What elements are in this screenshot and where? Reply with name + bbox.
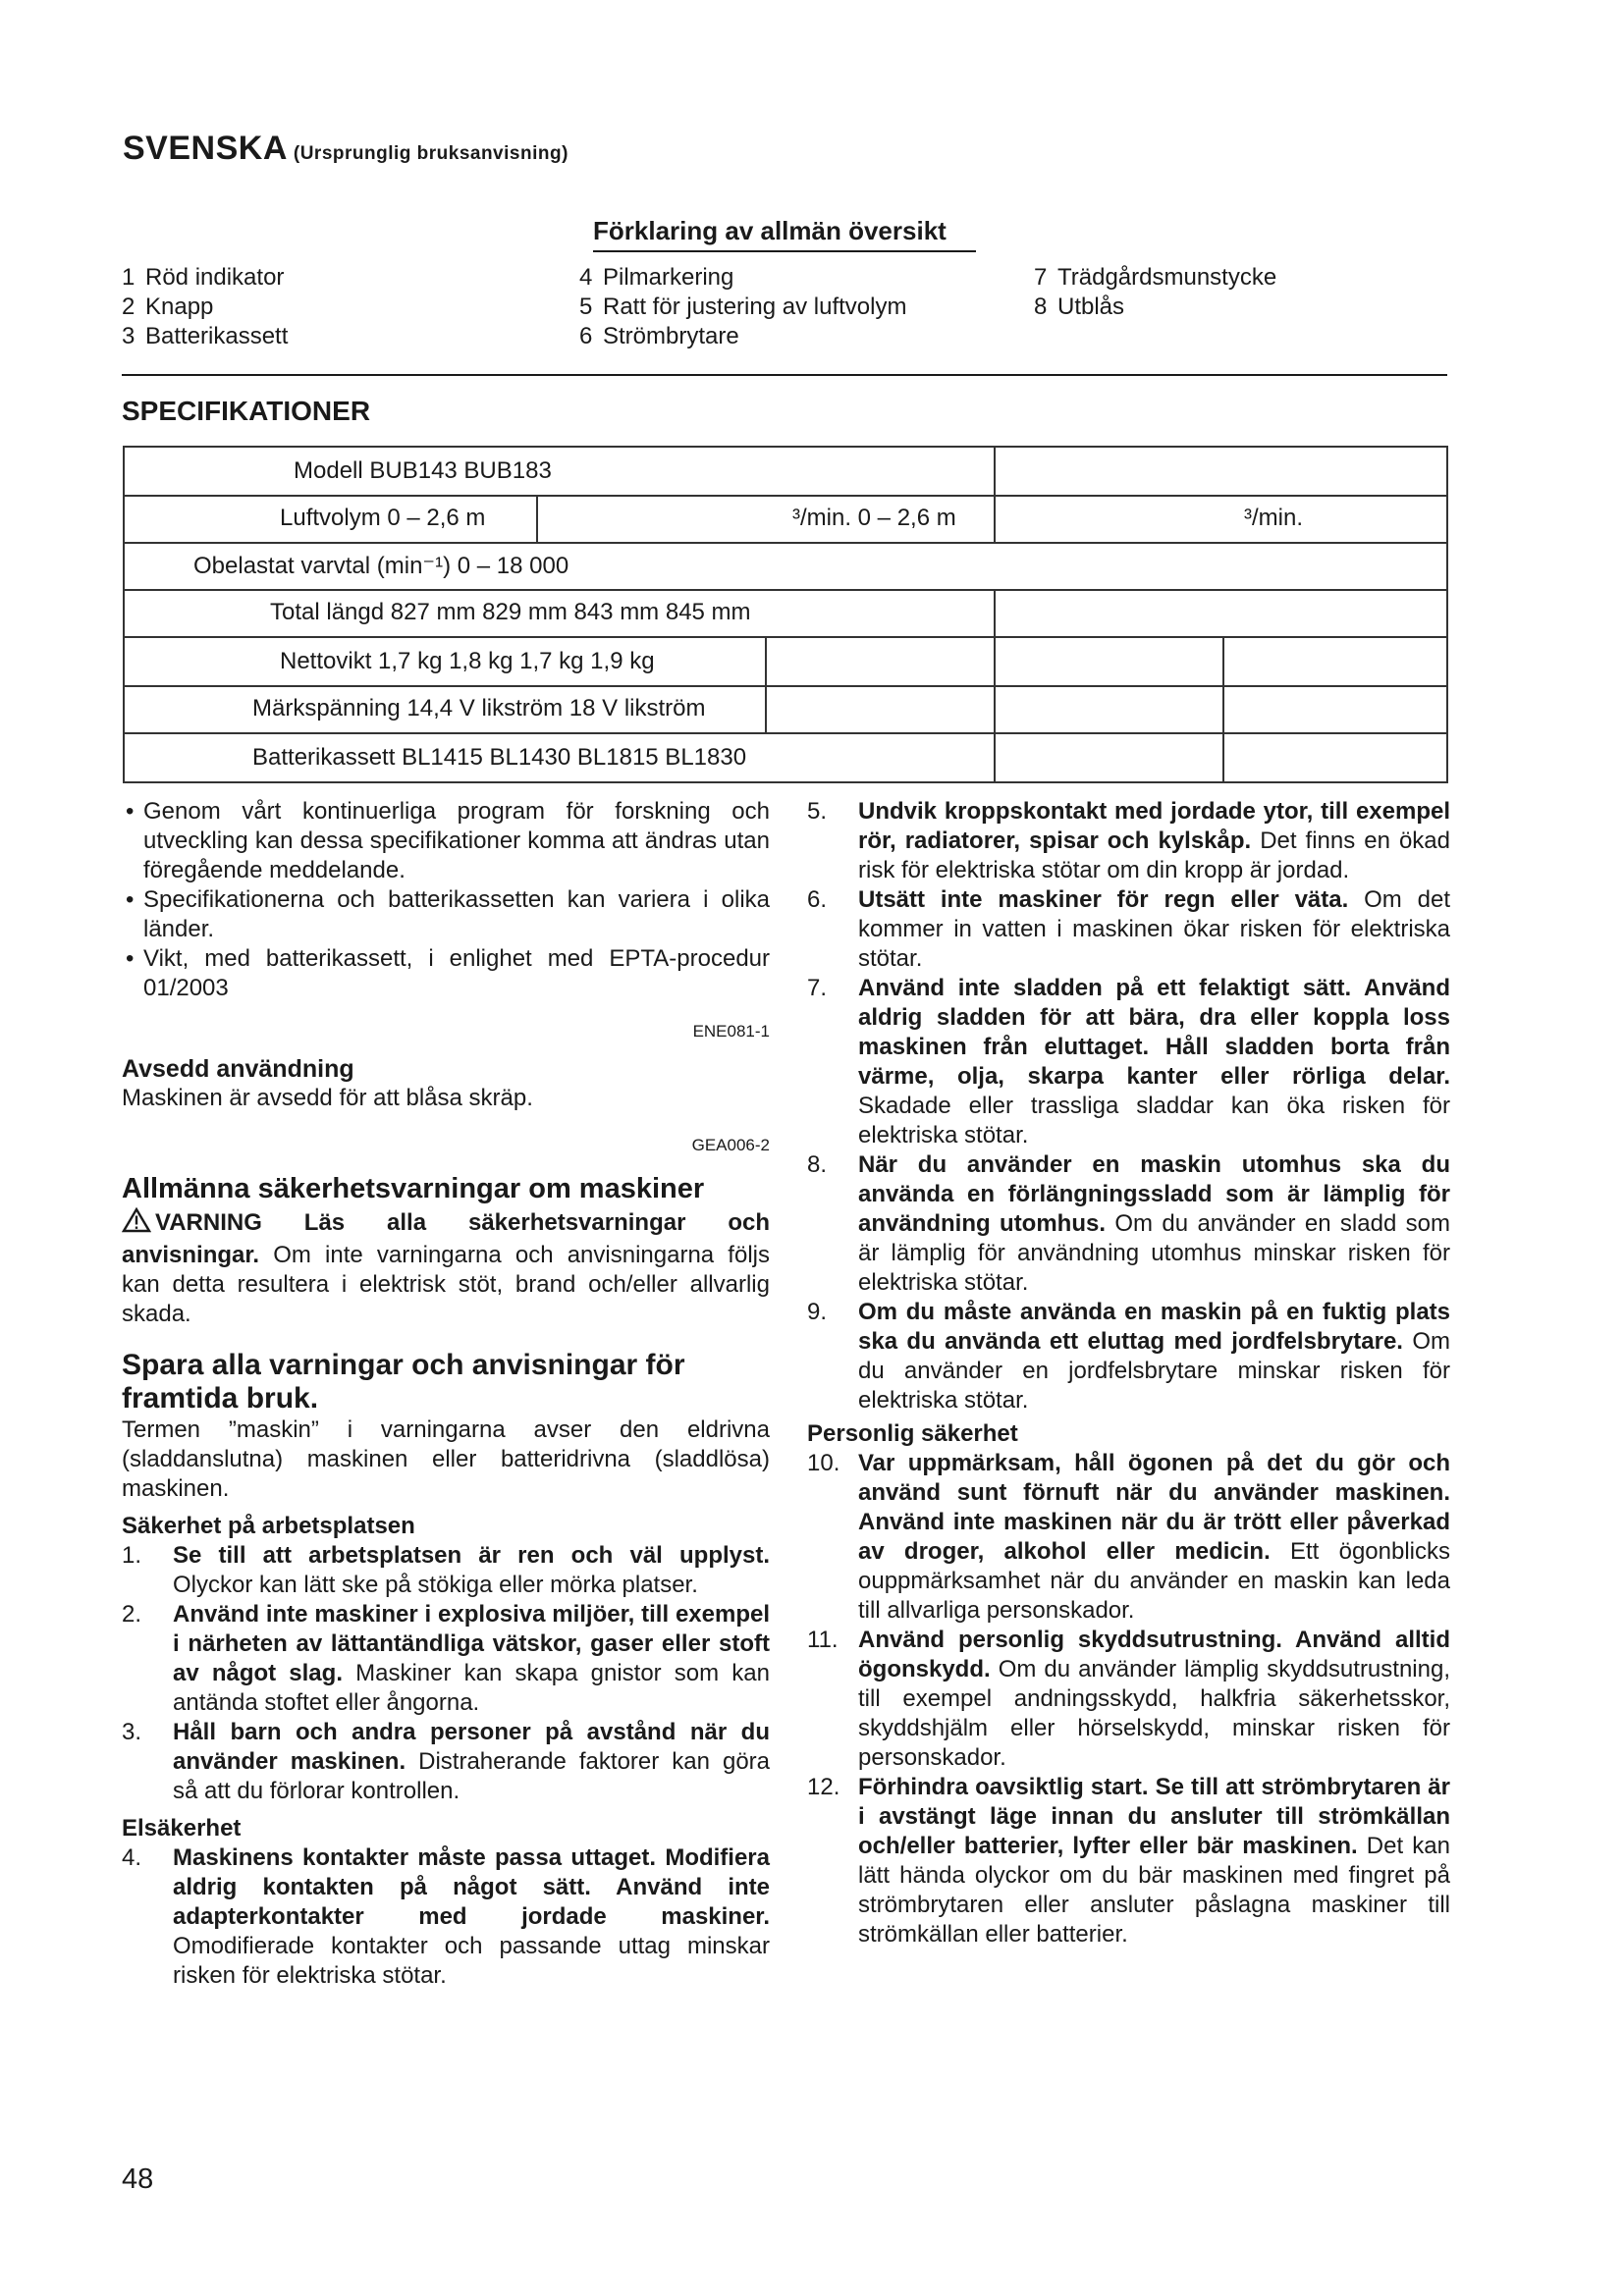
- intended-use-text: Maskinen är avsedd för att blåsa skräp.: [122, 1085, 533, 1111]
- specifications-table: [123, 446, 1448, 783]
- language-subtitle: (Ursprunglig bruksanvisning): [293, 143, 568, 164]
- overview-legend-col-1: [122, 263, 288, 351]
- table-rule: [765, 636, 767, 732]
- list-item: 10. Var uppmärksam, håll ögonen på det du gör och använd sunt förnuft när du använder maskinen. Använd inte maskinen när du är trött eller påverkad av droger, alkohol eller medicin. Ett ögonblicks ouppmärksamhet när du använder en maskin kan leda till allvarliga personskador.: [807, 1450, 1450, 1624]
- spec-note: • Genom vårt kontinuerliga program för forskning och utveckling kan dessa specifikationer komma att ändras utan föregående meddelande.: [122, 797, 770, 885]
- section-divider: [122, 374, 1447, 376]
- doc-code: ENE081-1: [692, 1022, 770, 1041]
- spec-row-speed: Obelastat varvtal (min⁻¹) 0 – 18 000: [193, 552, 569, 579]
- doc-code: GEA006-2: [691, 1136, 770, 1154]
- overview-legend-col-2: [579, 263, 906, 351]
- spec-row-battery: Batterikassett BL1415 BL1430 BL1815 BL1830: [252, 744, 747, 771]
- spec-row-airflow: Luftvolym 0 – 2,6 m: [280, 505, 486, 531]
- electrical-safety-heading: Elsäkerhet: [122, 1815, 242, 1842]
- spec-row-model: Modell BUB143 BUB183: [294, 457, 552, 484]
- legend-item: 3 Batterikassett: [122, 323, 289, 349]
- list-item: 8. När du använder en maskin utomhus ska du använda en förlängningssladd som är lämplig för användning utomhus. Om du använder en sladd som är lämplig för användning utomhus minskar risken för elektriska stötar.: [807, 1151, 1450, 1296]
- language-label: SVENSKA: [123, 130, 288, 167]
- warning-text: Om inte varningarna och anvisningarna följs kan detta resultera i elektrisk stöt, brand och/eller allvarlig skada.: [122, 1242, 770, 1327]
- list-item: 11. Använd personlig skyddsutrustning. Använd alltid ögonskydd. Om du använder lämplig skyddsutrustning, till exempel andningsskydd, halkfria säkerhetsskor, skyddshjälm eller hörselskydd, minskar risken för personskador.: [807, 1627, 1450, 1771]
- table-rule: [994, 589, 996, 783]
- legend-item: 1 Röd indikator: [122, 264, 285, 291]
- legend-item: 8 Utblås: [1034, 294, 1125, 320]
- table-rule: [536, 495, 538, 542]
- list-item: 3. Håll barn och andra personer på avstånd när du använder maskinen. Distraherande faktorer kan göra så att du förlorar kontrollen.: [122, 1719, 770, 1804]
- page-number: 48: [122, 2163, 154, 2195]
- list-item: 4. Maskinens kontakter måste passa uttaget. Modifiera aldrig kontakten på något sätt. Använd inte adapterkontakter med jordade maskiner. Omodifierade kontakter och passande uttag minskar risken för elektriska stötar.: [122, 1844, 770, 1989]
- list-item: 9. Om du måste använda en maskin på en fuktig plats ska du använda ett eluttag med jordfelsbrytare. Om du använder en jordfelsbrytare minskar risken för elektriska stötar.: [807, 1299, 1450, 1414]
- spec-row-length: Total längd 827 mm 829 mm 843 mm 845 mm: [270, 599, 751, 625]
- spec-airflow-unit-1: ³/min. 0 – 2,6 m: [792, 505, 956, 531]
- save-instructions-text: Termen ”maskin” i varningarna avser den eldrivna (sladdanslutna) maskinen eller batteridrivna (sladdlösa) maskinen.: [122, 1416, 770, 1502]
- legend-item: 4 Pilmarkering: [579, 264, 734, 291]
- overview-underline: [593, 250, 976, 252]
- specifications-title: SPECIFIKATIONER: [122, 396, 371, 426]
- table-rule: [994, 448, 996, 542]
- spec-row-weight: Nettovikt 1,7 kg 1,8 kg 1,7 kg 1,9 kg: [280, 648, 655, 674]
- list-item: 12. Förhindra oavsiktlig start. Se till att strömbrytaren är i avstängt läge innan du ansluter till strömkällan och/eller batterier, lyfter eller bär maskinen. Det kan lätt hända olyckor om du bär maskinen med fingret på strömbrytaren eller ansluter påslagna maskiner till strömkällan eller batterier.: [807, 1774, 1450, 1948]
- legend-item: 2 Knapp: [122, 294, 214, 320]
- list-item: 1. Se till att arbetsplatsen är ren och väl upplyst. Olyckor kan lätt ske på stökiga eller mörka platser.: [122, 1542, 770, 1598]
- right-column: [807, 797, 1450, 1949]
- warning-triangle-icon: [122, 1207, 151, 1241]
- page-language-title: [123, 130, 568, 168]
- personal-safety-heading: Personlig säkerhet: [807, 1420, 1018, 1447]
- intended-use-heading: Avsedd användning: [122, 1055, 354, 1083]
- general-warning: [122, 1207, 770, 1329]
- list-item: 5. Undvik kroppskontakt med jordade ytor, till exempel rör, radiatorer, spisar och kylskåp. Det finns en ökad risk för elektriska stötar om din kropp är jordad.: [807, 798, 1450, 883]
- spec-note: • Specifikationerna och batterikassetten kan variera i olika länder.: [122, 885, 770, 944]
- warning-bold-text: VARNING Läs alla säkerhetsvarningar och anvisningar.: [122, 1209, 770, 1268]
- list-item: 7. Använd inte sladden på ett felaktigt sätt. Använd aldrig sladden för att bära, dra eller koppla loss maskinen från eluttaget. Håll sladden borta från värme, olja, skarpa kanter eller rörliga delar. Skadade eller trassliga sladdar kan öka risken för elektriska stötar.: [807, 975, 1450, 1148]
- table-rule: [1222, 732, 1224, 783]
- left-column: [122, 797, 770, 1991]
- overview-legend-col-3: [1034, 263, 1276, 322]
- legend-item: 7 Trädgårdsmunstycke: [1034, 264, 1277, 291]
- spec-row-voltage: Märkspänning 14,4 V likström 18 V likström: [252, 695, 706, 721]
- list-item: 6. Utsätt inte maskiner för regn eller väta. Om det kommer in vatten i maskinen ökar risken för elektriska stötar.: [807, 886, 1450, 972]
- legend-item: 5 Ratt för justering av luftvolym: [579, 294, 907, 320]
- save-instructions-heading: Spara alla varningar och anvisningar för framtida bruk.: [122, 1349, 685, 1415]
- spec-note: • Vikt, med batterikassett, i enlighet med EPTA-procedur 01/2003: [122, 944, 770, 1003]
- spec-airflow-unit-2: ³/min.: [1244, 505, 1303, 531]
- overview-title: Förklaring av allmän översikt: [593, 216, 947, 245]
- workplace-safety-heading: Säkerhet på arbetsplatsen: [122, 1513, 415, 1539]
- general-safety-heading: Allmänna säkerhetsvarningar om maskiner: [122, 1173, 705, 1204]
- list-item: 2. Använd inte maskiner i explosiva miljöer, till exempel i närheten av lättantändliga vätskor, gaser eller stoft av något slag. Maskiner kan skapa gnistor som kan antända stoftet eller ångorna.: [122, 1601, 770, 1716]
- legend-item: 6 Strömbrytare: [579, 323, 739, 349]
